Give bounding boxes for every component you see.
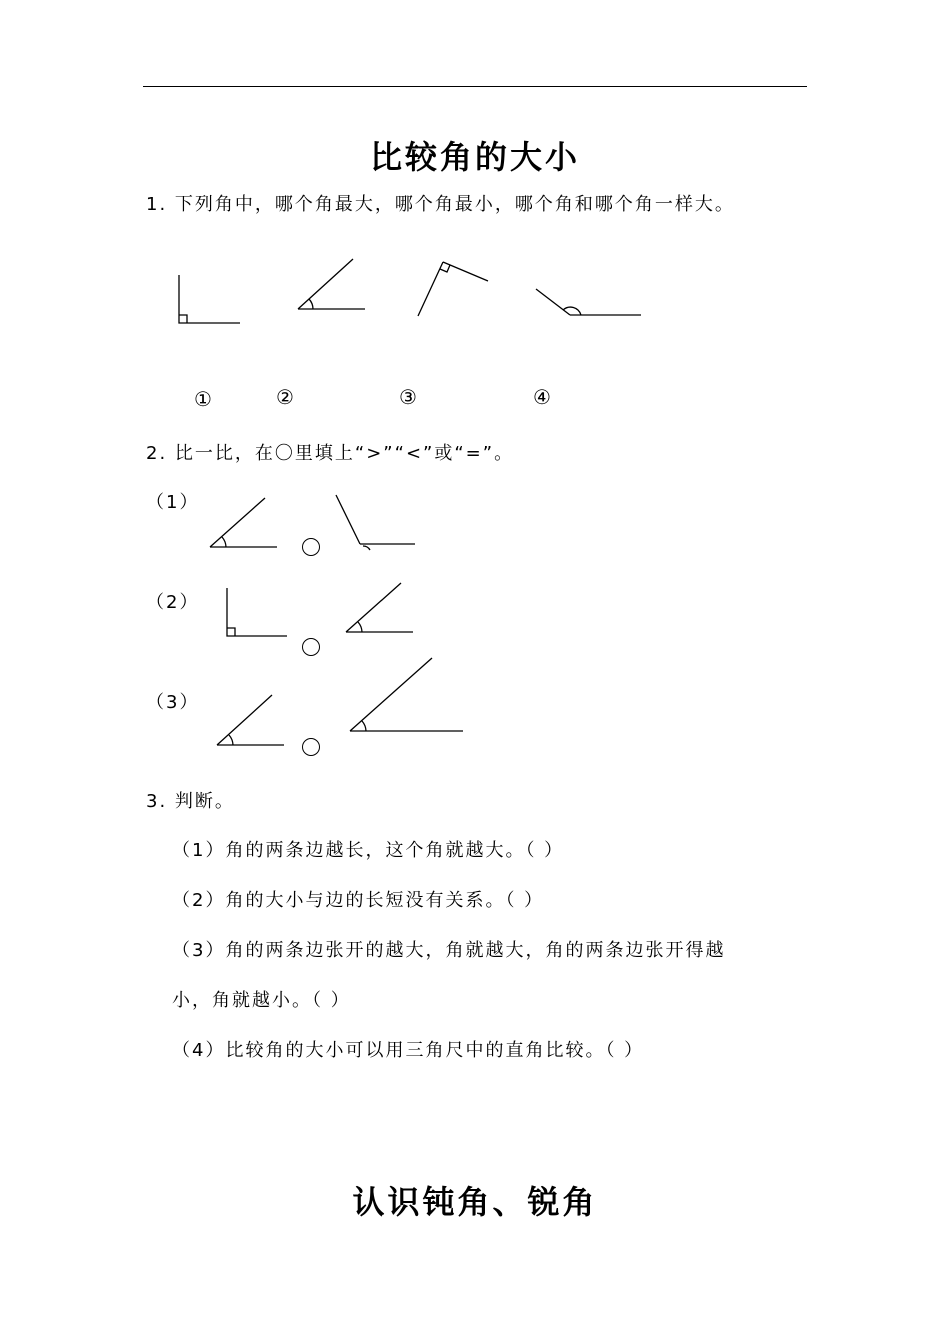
q1-label-2: ② [276,385,294,409]
q2-3-left-angle [217,695,284,745]
q1-label-3: ③ [399,385,417,409]
q2-item-3-label: （3） [146,692,200,713]
q2-2-answer-circle[interactable] [302,638,320,656]
question-1-text: 1. 下列角中，哪个角最大，哪个角最小，哪个角和哪个角一样大。 [146,194,735,215]
question-3-text: 3. 判断。 [146,791,235,812]
q2-1-left-angle [210,498,277,547]
q3-item-3-cont: 小，角就越小。（ ） [172,990,351,1011]
q1-label-1: ① [194,387,212,411]
q1-angle-3 [418,262,488,316]
q3-item-4: （4）比较角的大小可以用三角尺中的直角比较。（ ） [172,1040,645,1061]
q3-item-3: （3）角的两条边张开的越大，角就越大，角的两条边张开得越 [172,940,726,961]
q2-item-2-label: （2） [146,592,200,613]
q2-1-answer-circle[interactable] [302,538,320,556]
q2-item-1-label: （1） [146,492,200,513]
q3-item-2: （2）角的大小与边的长短没有关系。（ ） [172,890,545,911]
next-section-title: 认识钝角、锐角 [352,1183,598,1221]
q2-3-answer-circle[interactable] [302,738,320,756]
q2-2-left-angle [227,588,287,636]
q2-3-right-angle [350,658,463,731]
q2-2-right-angle [346,583,413,632]
question-2-text: 2. 比一比，在〇里填上“>”“<”或“=”。 [146,443,515,464]
page-title: 比较角的大小 [369,138,580,176]
q1-angle-2 [298,259,365,309]
q2-1-right-angle [336,495,415,550]
header-rule [143,86,807,87]
q3-item-1: （1）角的两条边越长，这个角就越大。（ ） [172,840,565,861]
q1-label-4: ④ [533,385,551,409]
q1-angle-4 [536,289,641,315]
q1-angle-1 [179,275,240,323]
